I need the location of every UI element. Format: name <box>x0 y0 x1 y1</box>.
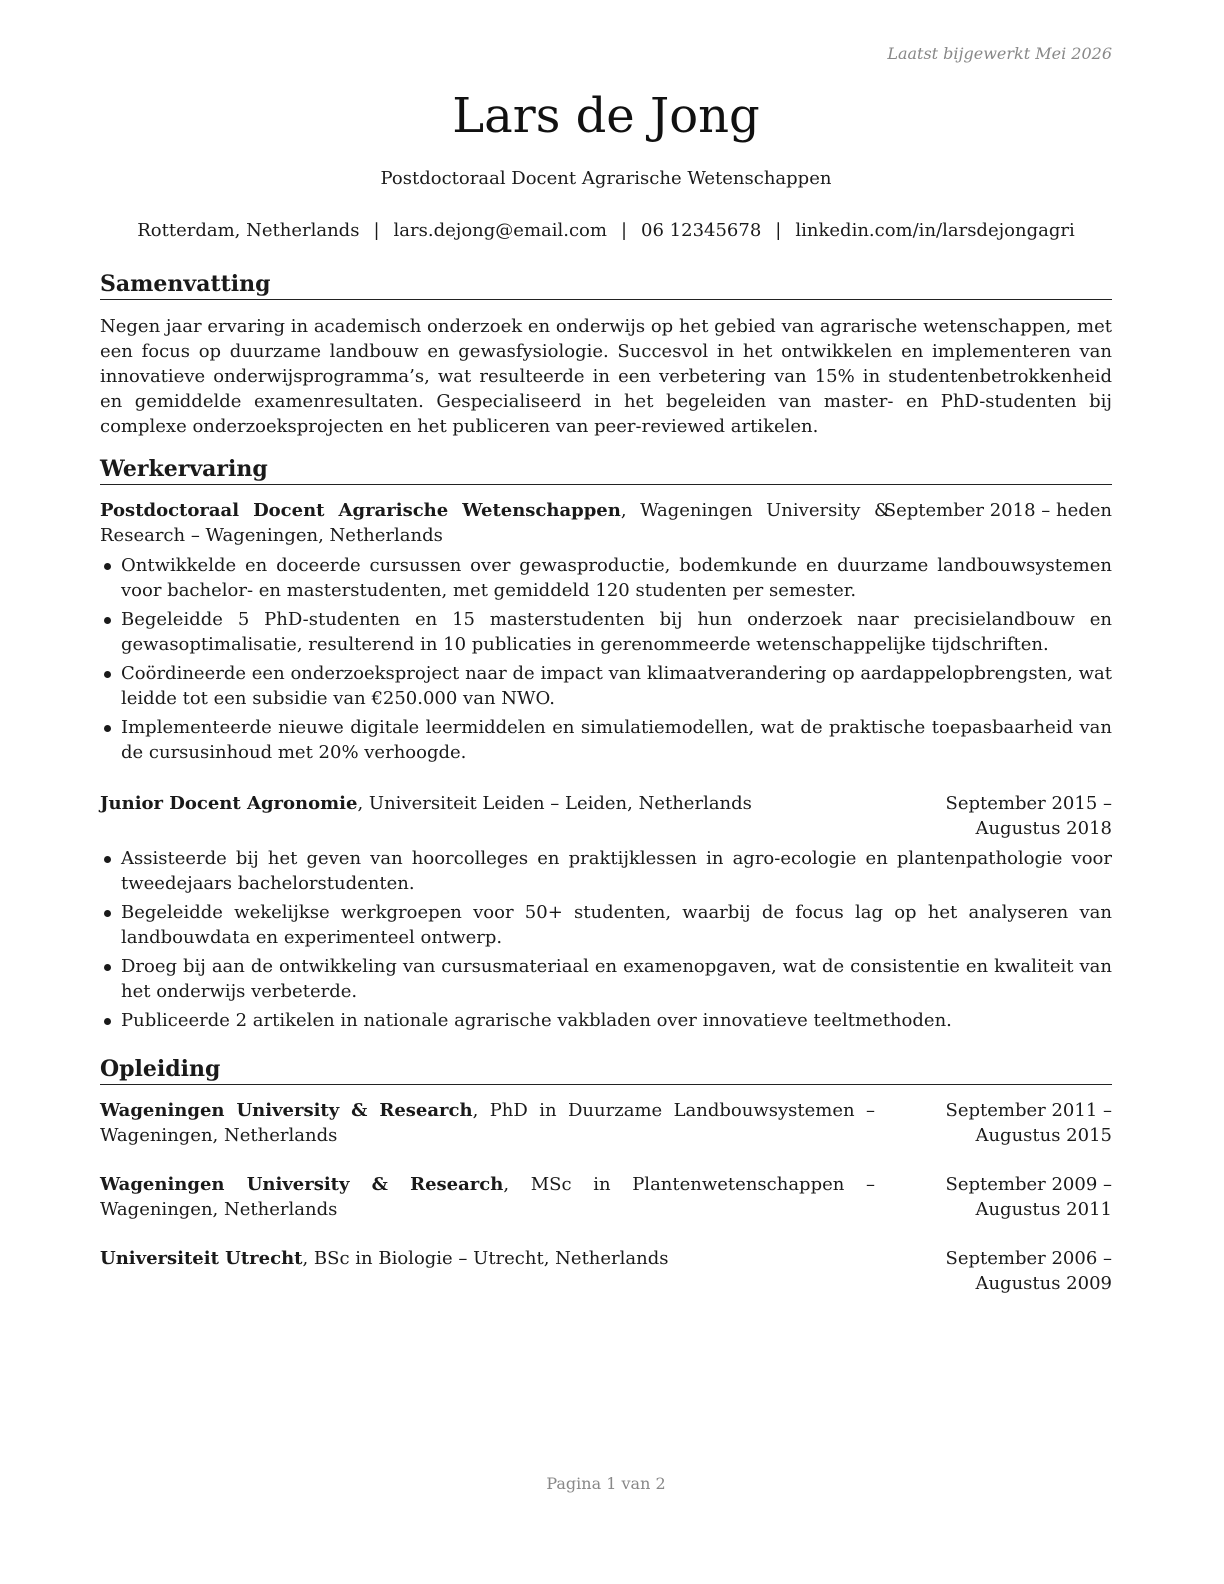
education-heading <box>100 1246 860 1271</box>
job-heading <box>100 498 890 548</box>
education-detail: , PhD in Duurzame Landbouwsystemen – Wageningen, Netherlands <box>100 1100 875 1146</box>
education-school: Universiteit Utrecht <box>100 1248 303 1269</box>
list-item: Begeleidde wekelijkse werkgroepen voor 50+ studenten, waarbij de focus lag op het analyseren van landbouwdata en experimenteel ontwerp. <box>100 900 1112 950</box>
education-heading <box>100 1172 875 1222</box>
contact-location: Rotterdam, Netherlands <box>137 220 360 241</box>
section-title-education: Opleiding <box>100 1055 1112 1085</box>
job-title: Postdoctoraal Docent Agrarische Wetenschappen <box>380 168 832 189</box>
list-item: Implementeerde nieuwe digitale leermiddelen en simulatiemodellen, wat de praktische toepasbaarheid van de cursusinhoud met 20% verhoogde. <box>100 715 1112 765</box>
list-item: Ontwikkelde en doceerde cursussen over gewasproductie, bodemkunde en duurzame landbouwsystemen voor bachelor- en masterstudenten, met gemiddeld 120 studenten per semester. <box>100 553 1112 603</box>
education-dates: September 2011 – Augustus 2015 <box>945 1100 1112 1146</box>
list-item: Coördineerde een onderzoeksproject naar de impact van klimaatverandering op aardappelopbrengsten, wat leidde tot een subsidie van €250.000 van NWO. <box>100 661 1112 711</box>
contact-linkedin[interactable]: linkedin.com/in/larsdejongagri <box>795 220 1075 241</box>
education-dates: September 2009 – Augustus 2011 <box>945 1174 1112 1220</box>
candidate-name: Lars de Jong <box>452 88 760 144</box>
education-school: Wageningen University & Research <box>100 1174 504 1195</box>
job-heading <box>100 791 860 816</box>
list-item: Publiceerde 2 artikelen in nationale agrarische vakbladen over innovatieve teeltmethoden. <box>100 1008 1112 1033</box>
job-role: Junior Docent Agronomie <box>100 793 358 814</box>
education-detail: , BSc in Biologie – Utrecht, Netherlands <box>302 1248 669 1269</box>
education-entry <box>100 1098 1112 1148</box>
education-school: Wageningen University & Research <box>100 1100 473 1121</box>
page-number: Pagina 1 van 2 <box>546 1474 666 1493</box>
contact-separator: | <box>620 220 628 241</box>
list-item: Begeleidde 5 PhD-studenten en 15 masterstudenten bij hun onderzoek naar precisielandbouw en gewasoptimalisatie, resulterend in 10 publicaties in gerenommeerde wetenschappelijke tijdschriften. <box>100 607 1112 657</box>
list-item: Droeg bij aan de ontwikkeling van cursusmateriaal en examenopgaven, wat de consistentie en kwaliteit van het onderwijs verbeterde. <box>100 954 1112 1004</box>
education-dates: September 2006 – Augustus 2009 <box>945 1248 1112 1294</box>
job-header <box>100 791 1112 841</box>
education-detail: , MSc in Plantenwetenschappen – Wageningen, Netherlands <box>100 1174 875 1220</box>
education-entry <box>100 1246 1112 1296</box>
resume-page <box>100 0 1112 1584</box>
contact-separator: | <box>775 220 782 241</box>
job-role: Postdoctoraal Docent Agrarische Wetenschappen <box>100 500 621 521</box>
job-bullets <box>100 846 1112 1037</box>
education-entry <box>100 1172 1112 1222</box>
contact-separator: | <box>373 220 380 241</box>
section-title-experience: Werkervaring <box>100 455 1112 485</box>
job-org: , Wageningen University & Research – Wageningen, Netherlands <box>100 500 890 546</box>
list-item: Assisteerde bij het geven van hoorcolleges en praktijklessen in agro-ecologie en plantenpathologie voor tweedejaars bachelorstudenten. <box>100 846 1112 896</box>
contact-line <box>100 218 1112 244</box>
education-heading <box>100 1098 875 1148</box>
job-header <box>100 498 1112 548</box>
summary-text: Negen jaar ervaring in academisch onderzoek en onderwijs op het gebied van agrarische wetenschappen, met een focus op duurzame landbouw en gewasfysiologie. Succesvol in het ontwikkelen en implementeren van innovatieve onderwijsprogramma’s, wat resulteerde in een verbetering van 15% in studentenbetrokkenheid en gemiddelde examenresultaten. Gespecialiseerd in het begeleiden van master- en PhD-studenten bij complexe onderzoeksprojecten en het publiceren van peer-reviewed artikelen. <box>100 316 1112 437</box>
contact-email[interactable]: lars.dejong@email.com <box>393 220 607 241</box>
job-org: , Universiteit Leiden – Leiden, Netherlands <box>357 793 752 814</box>
job-dates: September 2015 – Augustus 2018 <box>945 793 1112 839</box>
job-dates: September 2018 – heden <box>883 500 1112 521</box>
contact-phone[interactable]: 06 12345678 <box>641 220 762 241</box>
section-title-summary: Samenvatting <box>100 270 1112 300</box>
last-updated: Laatst bijgewerkt Mei 2026 <box>887 44 1112 63</box>
job-bullets <box>100 553 1112 769</box>
